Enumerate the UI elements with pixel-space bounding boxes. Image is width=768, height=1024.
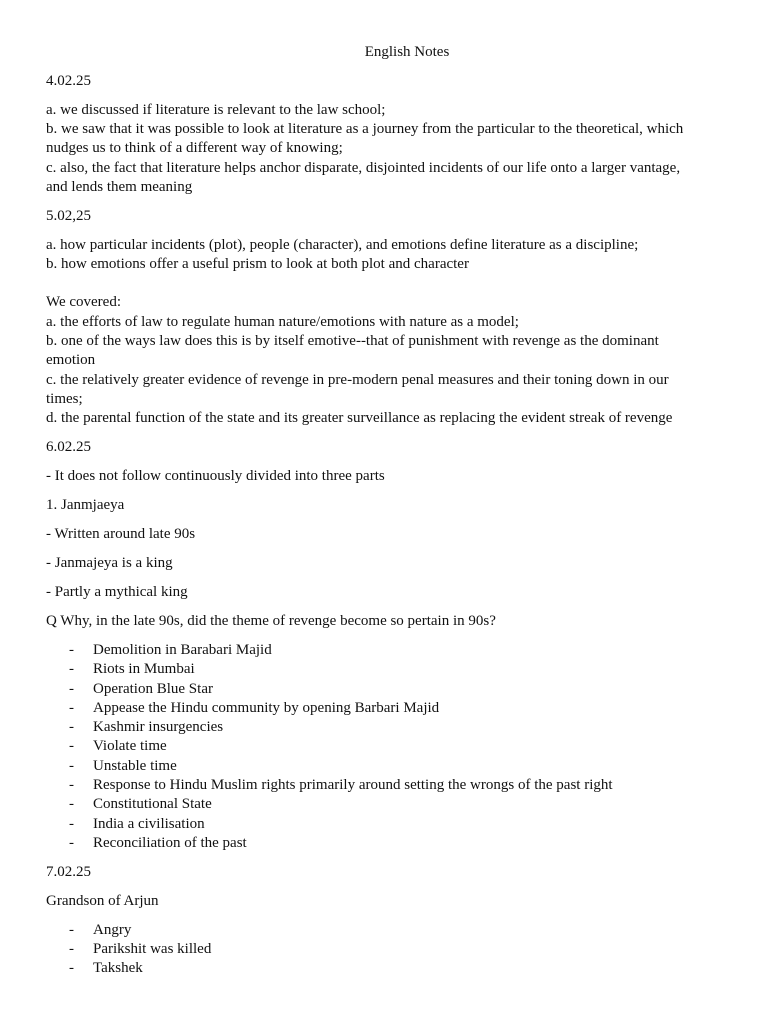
bullet-item: India a civilisation [93,816,205,832]
note-line: - Janmajeya is a king [46,555,173,571]
bullet-dash: - [69,960,74,976]
bullet-dash: - [69,700,74,716]
date-heading: 7.02.25 [46,864,91,880]
note-line: times; [46,391,83,407]
note-line: a. how particular incidents (plot), people (character), and emotions define literature as a discipline; [46,237,639,253]
note-line: - It does not follow continuously divided into three parts [46,468,385,484]
note-line: b. we saw that it was possible to look at literature as a journey from the particular to the theoretical, which [46,121,684,137]
bullet-dash: - [69,738,74,754]
bullet-dash: - [69,719,74,735]
bullet-item: Reconciliation of the past [93,835,247,851]
bullet-item: Parikshit was killed [93,941,212,957]
date-heading: 5.02,25 [46,208,91,224]
bullet-item: Angry [93,922,132,938]
bullet-dash: - [69,796,74,812]
bullet-item: Takshek [93,960,143,976]
note-line: a. the efforts of law to regulate human nature/emotions with nature as a model; [46,314,519,330]
bullet-dash: - [69,642,74,658]
bullet-dash: - [69,777,74,793]
note-line: b. how emotions offer a useful prism to look at both plot and character [46,256,469,272]
note-line: emotion [46,352,96,368]
bullet-dash: - [69,758,74,774]
bullet-dash: - [69,816,74,832]
date-heading: 6.02.25 [46,439,91,455]
date-heading: 4.02.25 [46,73,91,89]
document-title: English Notes [364,44,450,60]
note-line: b. one of the ways law does this is by itself emotive--that of punishment with revenge as the dominant [46,333,659,349]
subheading: Grandson of Arjun [46,893,159,909]
bullet-item: Unstable time [93,758,177,774]
bullet-dash: - [69,661,74,677]
bullet-dash: - [69,941,74,957]
note-line: - Written around late 90s [46,526,196,542]
bullet-item: Demolition in Barabari Majid [93,642,272,658]
note-line: d. the parental function of the state and its greater surveillance as replacing the evident streak of revenge [46,410,673,426]
note-line: nudges us to think of a different way of knowing; [46,140,343,156]
bullet-item: Appease the Hindu community by opening Barbari Majid [93,700,440,716]
bullet-item: Operation Blue Star [93,681,213,697]
question-line: Q Why, in the late 90s, did the theme of revenge become so pertain in 90s? [46,613,496,629]
bullet-item: Violate time [93,738,167,754]
bullet-dash: - [69,835,74,851]
bullet-item: Constitutional State [93,796,212,812]
bullet-dash: - [69,922,74,938]
covered-heading: We covered: [46,294,121,310]
note-line: and lends them meaning [46,179,193,195]
note-line: - Partly a mythical king [46,584,188,600]
bullet-item: Response to Hindu Muslim rights primarily around setting the wrongs of the past right [93,777,613,793]
note-line: a. we discussed if literature is relevant to the law school; [46,102,386,118]
note-line: c. the relatively greater evidence of revenge in pre-modern penal measures and their toning down in our [46,372,669,388]
bullet-item: Kashmir insurgencies [93,719,224,735]
note-line: c. also, the fact that literature helps anchor disparate, disjointed incidents of our life onto a larger vantage, [46,160,681,176]
note-line: 1. Janmjaeya [46,497,125,513]
bullet-item: Riots in Mumbai [93,661,195,677]
bullet-dash: - [69,681,74,697]
